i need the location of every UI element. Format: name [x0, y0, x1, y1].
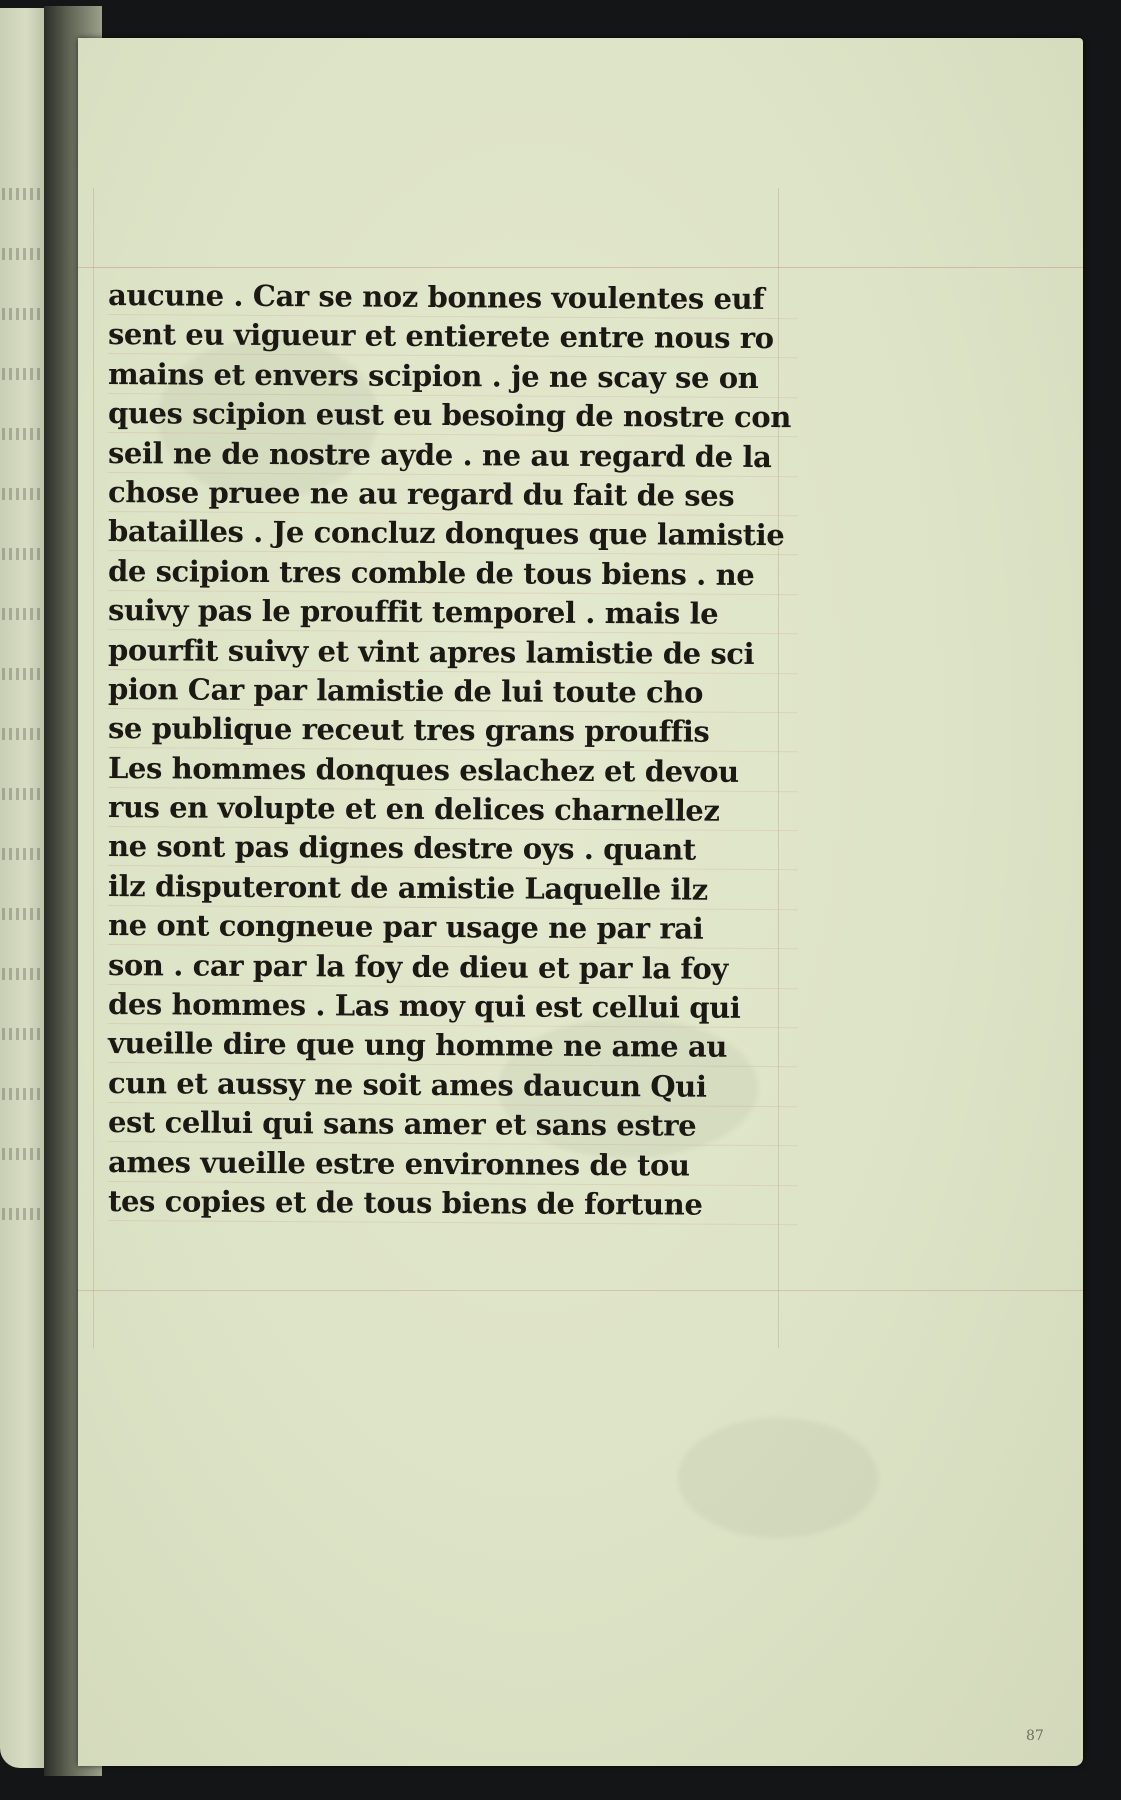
bleed-through-text [2, 548, 42, 560]
text-line: se publique receut tres grans prouffis [108, 709, 798, 753]
text-line: son . car par la foy de dieu et par la foy [108, 946, 798, 990]
bleed-through-text [2, 908, 42, 920]
folio-page [78, 38, 1083, 1766]
ruling-line-bottom [78, 1290, 1083, 1291]
parchment-stain [678, 1418, 878, 1538]
bleed-through-text [2, 968, 42, 980]
bleed-through-text [2, 308, 42, 320]
ruling-line-top [78, 267, 1083, 268]
bleed-through-text [2, 188, 42, 200]
bleed-through-text [2, 428, 42, 440]
ruling-line-left [93, 188, 94, 1348]
text-line: ne ont congneue par usage ne par rai [108, 906, 798, 950]
text-line: aucune . Car se noz bonnes voulentes euf [108, 276, 798, 320]
text-line: pourfit suivy et vint apres lamistie de sci [108, 631, 798, 675]
text-line: ques scipion eust eu besoing de nostre con [108, 394, 798, 438]
bleed-through-text [2, 368, 42, 380]
bleed-through-text [2, 488, 42, 500]
bleed-through-text [2, 1148, 42, 1160]
text-line: chose pruee ne au regard du fait de ses [108, 473, 798, 517]
previous-folio-edge [0, 8, 48, 1768]
text-line: vueille dire que ung homme ne ame au [108, 1024, 798, 1068]
text-line: ne sont pas dignes destre oys . quant [108, 827, 798, 871]
folio-number: 87 [1026, 1728, 1044, 1744]
bleed-through-text [2, 848, 42, 860]
text-line: est cellui qui sans amer et sans estre [108, 1103, 798, 1147]
text-line: des hommes . Las moy qui est cellui qui [108, 985, 798, 1029]
bleed-through-text [2, 1028, 42, 1040]
bleed-through-text [2, 1088, 42, 1100]
bleed-through-text [2, 728, 42, 740]
text-line: tes copies et de tous biens de fortune [108, 1182, 798, 1226]
text-line: de scipion tres comble de tous biens . ne [108, 552, 798, 596]
text-line: pion Car par lamistie de lui toute cho [108, 670, 798, 714]
text-line: seil ne de nostre ayde . ne au regard de la [108, 434, 798, 478]
text-line: ilz disputeront de amistie Laquelle ilz [108, 867, 798, 911]
text-line: Les hommes donques eslachez et devou [108, 749, 798, 793]
text-line: batailles . Je concluz donques que lamistie [108, 512, 798, 556]
bleed-through-text [2, 248, 42, 260]
text-line: rus en volupte et en delices charnellez [108, 788, 798, 832]
text-line: mains et envers scipion . je ne scay se on [108, 355, 798, 399]
bleed-through-text [2, 1208, 42, 1220]
text-line: suivy pas le prouffit temporel . mais le [108, 591, 798, 635]
bleed-through-text [2, 668, 42, 680]
text-line: sent eu vigueur et entierete entre nous ro [108, 315, 798, 359]
bleed-through-text [2, 788, 42, 800]
text-line: ames vueille estre environnes de tou [108, 1143, 798, 1187]
text-block [108, 276, 798, 1221]
text-line: cun et aussy ne soit ames daucun Qui [108, 1064, 798, 1108]
bleed-through-text [2, 608, 42, 620]
